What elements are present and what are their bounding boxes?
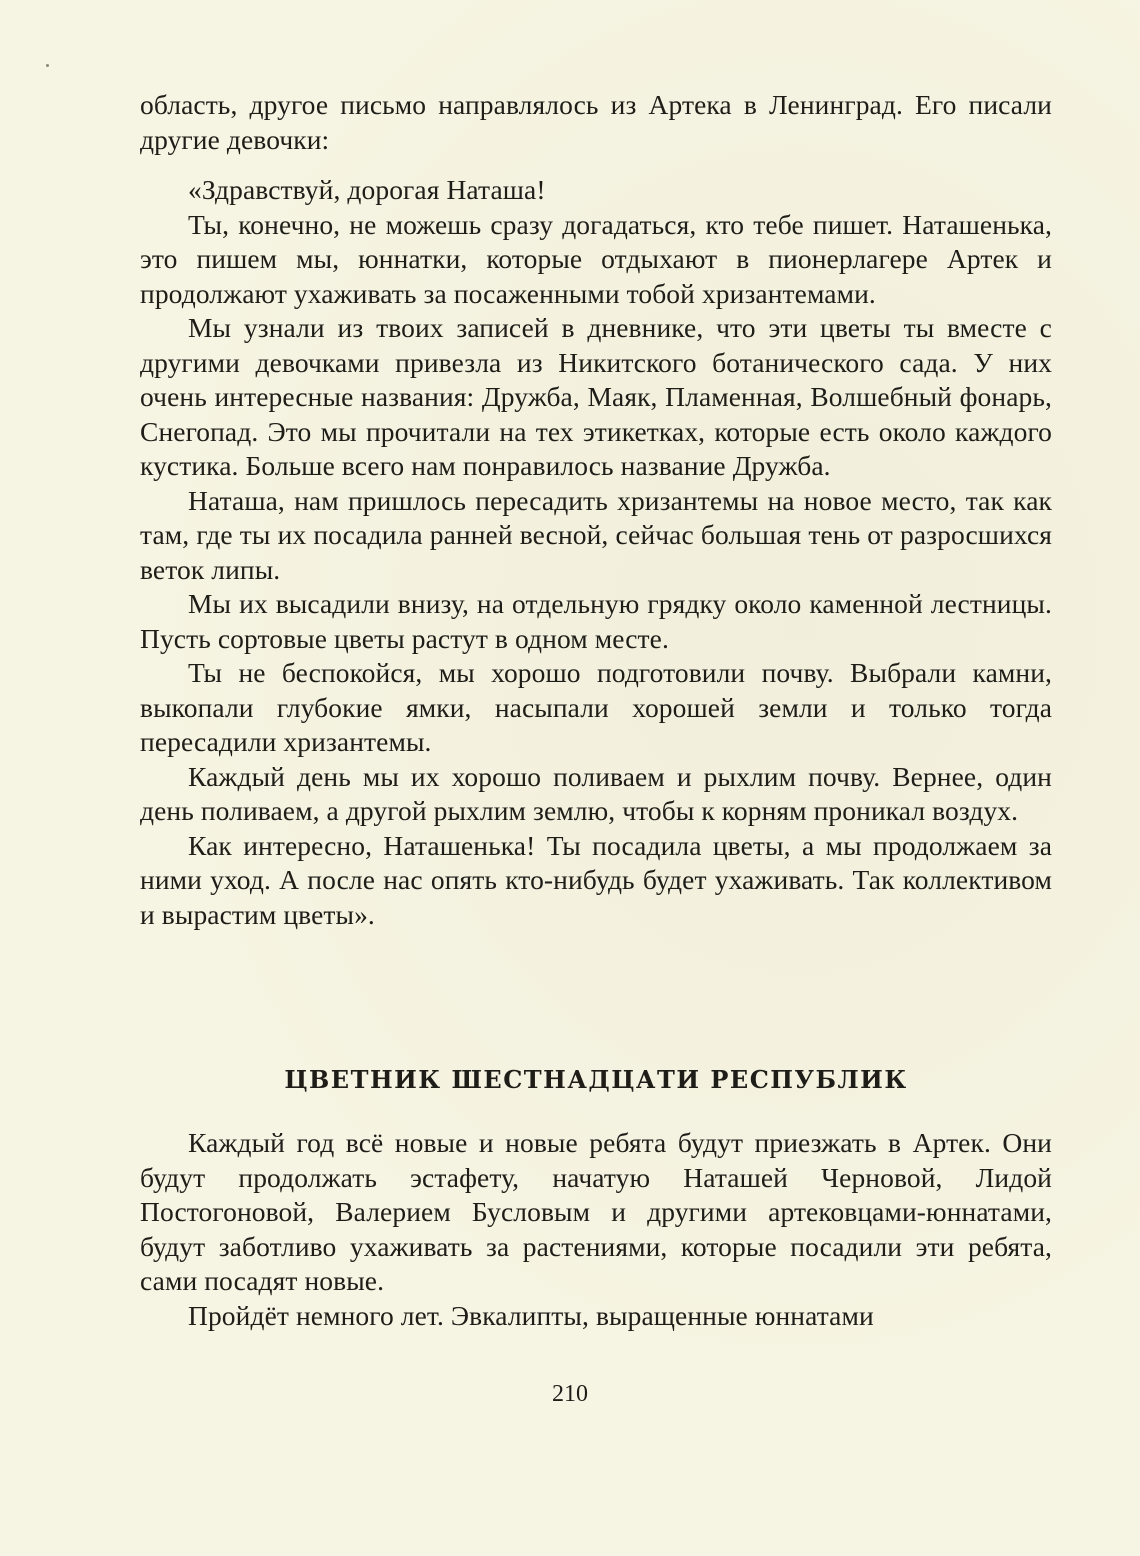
letter-paragraph: Ты не беспокойся, мы хорошо подготовили почву. Выбрали камни, выкопали глубокие ямки, насыпали хорошей земли и только тогда пересадили хризантемы. <box>140 657 1052 757</box>
paper-speck <box>46 64 49 67</box>
letter-paragraph: Мы узнали из твоих записей в дневнике, что эти цветы ты вместе с другими девочками привезла из Никитского ботанического сада. У них очень интересные названия: Дружба, Маяк, Пламенная, Волшебный фонарь, Снегопад. Это мы прочитали на тех этикетках, которые есть около каждого кустика. Больше всего нам понравилось название Дружба. <box>140 312 1052 481</box>
letter-paragraph: Мы их высадили внизу, на отдельную грядку около каменной лестницы. Пусть сортовые цветы растут в одном месте. <box>140 588 1052 654</box>
letter-text-block <box>140 88 1052 932</box>
section-text-block <box>140 1126 1052 1333</box>
page-number: 210 <box>552 1381 588 1407</box>
paragraph-continuation: область, другое письмо направлялось из Артека в Ленинград. Его писали другие девочки: <box>140 89 1052 155</box>
section-heading: ЦВЕТНИК ШЕСТНАДЦАТИ РЕСПУБЛИК <box>284 1065 908 1094</box>
letter-paragraph: Каждый день мы их хорошо поливаем и рыхлим почву. Вернее, один день поливаем, а другой рыхлим землю, чтобы к корням проникал воздух. <box>140 760 1052 826</box>
letter-paragraph: Ты, конечно, не можешь сразу догадаться, кто тебе пишет. Наташенька, это пишем мы, юннатки, которые отдыхают в пионерлагере Артек и продолжают ухаживать за посаженными тобой хризантемами. <box>140 208 1052 309</box>
section-paragraph: Пройдёт немного лет. Эвкалипты, выращенные юннатами <box>188 1299 874 1331</box>
letter-paragraph: Наташа, нам пришлось пересадить хризантемы на новое место, так как там, где ты их посадила ранней весной, сейчас большая тень от разросшихся веток липы. <box>140 484 1052 585</box>
letter-greeting: «Здравствуй, дорогая Наташа! <box>188 174 546 205</box>
letter-closing-paragraph: Как интересно, Наташенька! Ты посадила цветы, а мы продолжаем за ними уход. А после нас опять кто-нибудь будет ухаживать. Так коллективом и вырастим цветы». <box>140 829 1052 930</box>
section-paragraph: Каждый год всё новые и новые ребята будут приезжать в Артек. Они будут продолжать эстафету, начатую Наташей Черновой, Лидой Постогоновой, Валерием Бусловым и другими артековцами-юннатами, будут заботливо ухаживать за растениями, которые посадили эти ребята, сами посадят новые. <box>140 1127 1052 1296</box>
